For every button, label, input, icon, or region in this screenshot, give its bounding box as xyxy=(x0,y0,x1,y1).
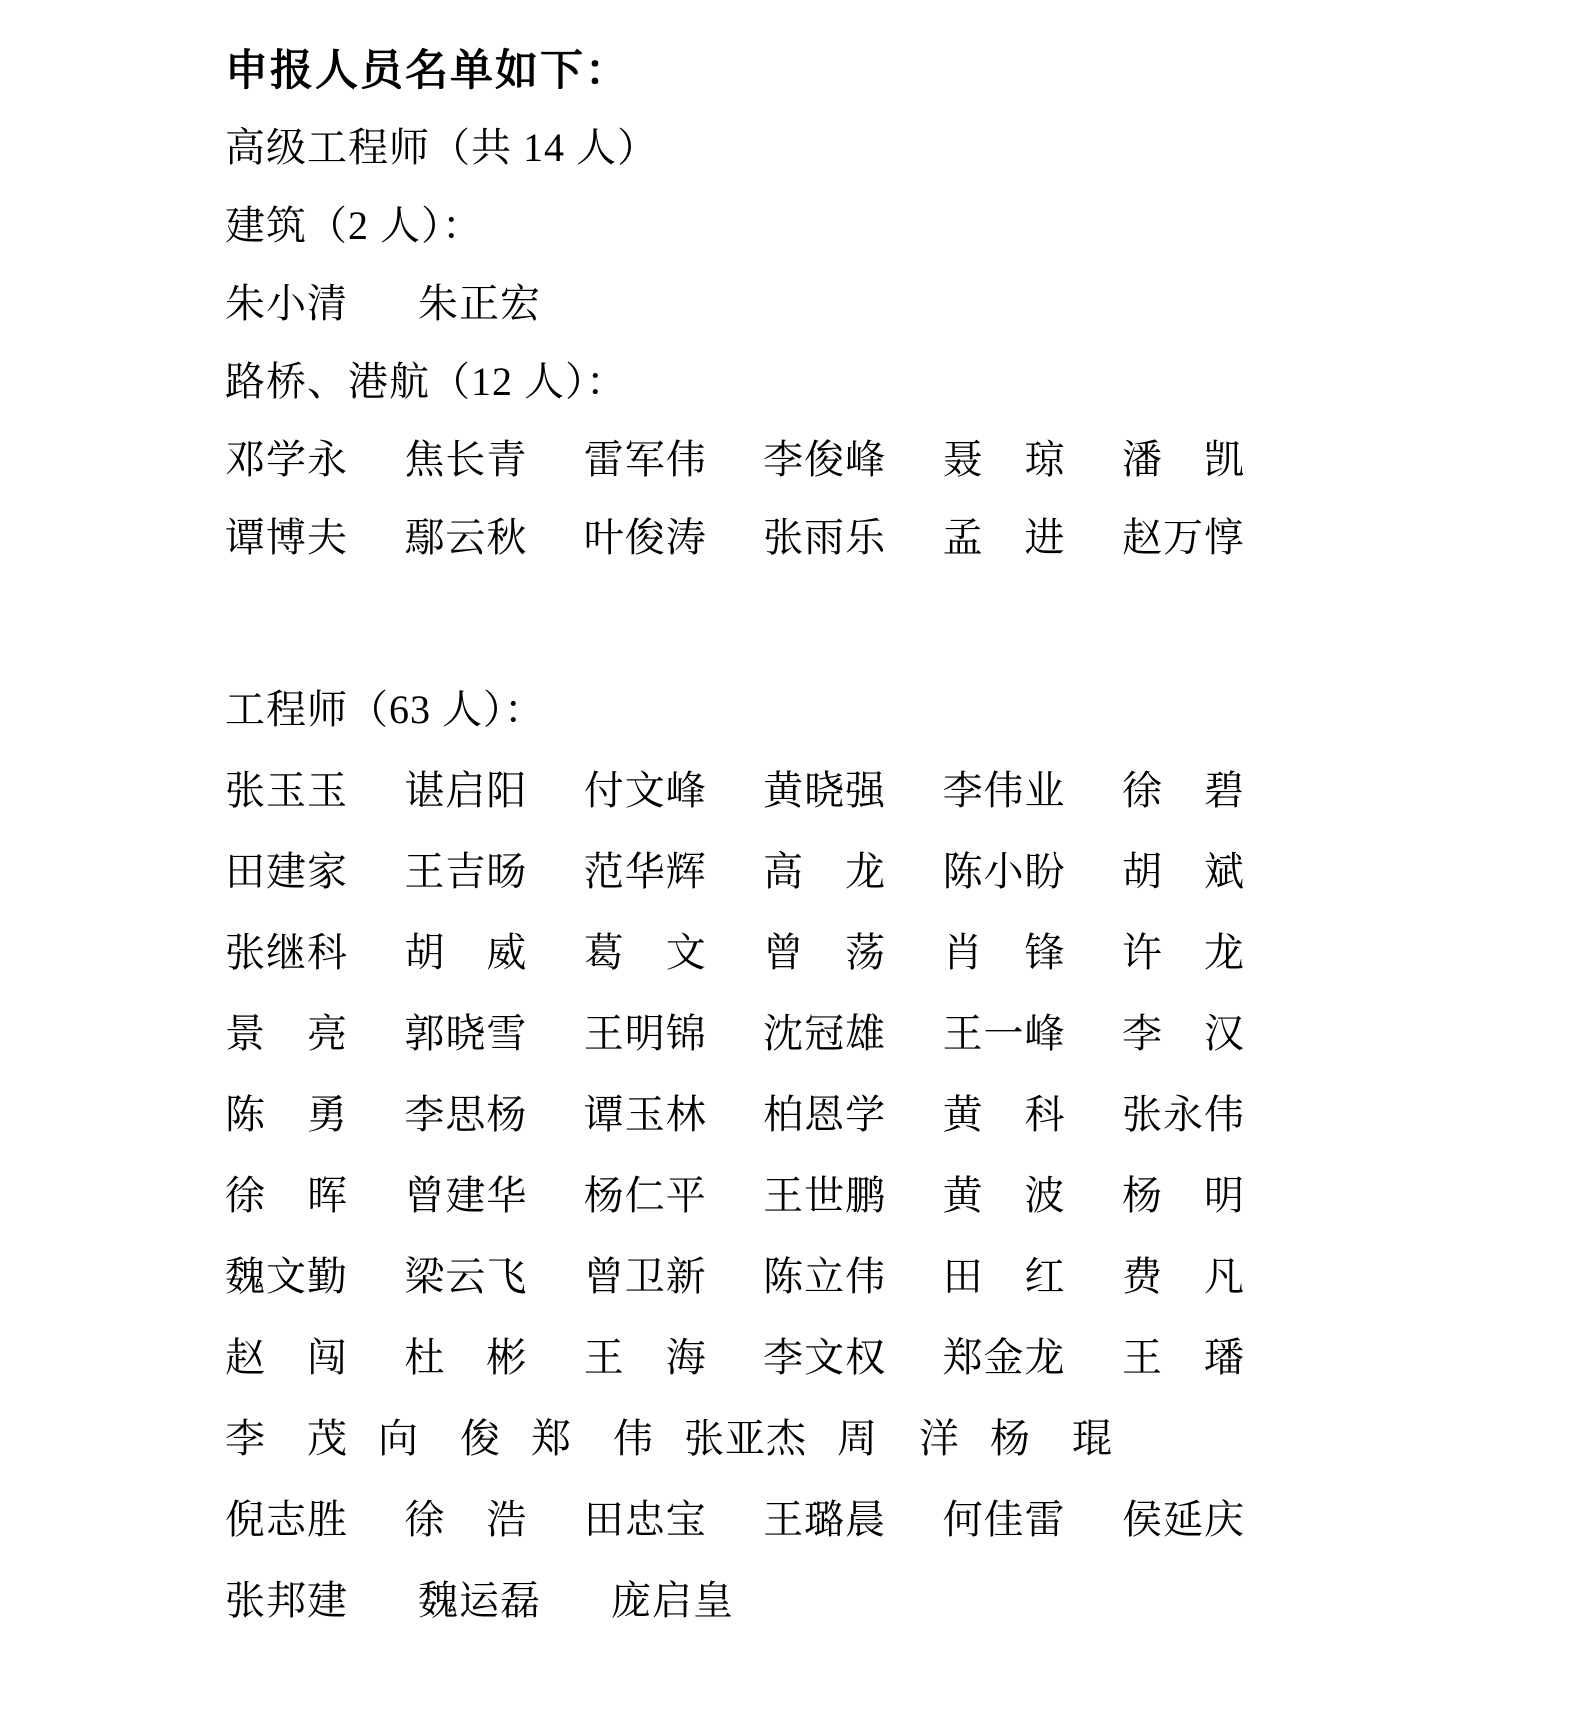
person-name: 张永伟 xyxy=(1121,1092,1245,1137)
person-name: 梁云飞 xyxy=(404,1254,528,1299)
person-name: 杨仁平 xyxy=(583,1173,707,1218)
name-row xyxy=(225,1011,1245,1056)
section-heading: 高级工程师（共 14 人） xyxy=(225,125,658,170)
person-name: 赵 闯 xyxy=(225,1335,348,1380)
person-name: 张雨乐 xyxy=(763,515,887,560)
person-name: 李伟业 xyxy=(942,768,1066,813)
person-name: 陈 勇 xyxy=(225,1092,348,1137)
name-row xyxy=(225,281,1587,326)
person-name: 赵万惇 xyxy=(1121,515,1245,560)
person-name: 李文权 xyxy=(763,1335,887,1380)
group-label: 路桥、港航（12 人）： xyxy=(225,359,627,404)
section-heading: 工程师（63 人）： xyxy=(225,687,545,732)
person-name: 徐 晖 xyxy=(225,1173,348,1218)
person-name: 沈冠雄 xyxy=(763,1011,887,1056)
person-name: 何佳雷 xyxy=(942,1497,1066,1542)
person-name: 李 茂 xyxy=(225,1416,348,1461)
name-row xyxy=(225,1173,1245,1218)
person-name: 张亚杰 xyxy=(684,1416,807,1461)
person-name: 杜 彬 xyxy=(404,1335,528,1380)
person-name: 王 海 xyxy=(583,1335,707,1380)
section xyxy=(225,125,1587,560)
person-name: 黄晓强 xyxy=(763,768,887,813)
person-name: 景 亮 xyxy=(225,1011,348,1056)
person-name: 王璐晨 xyxy=(763,1497,887,1542)
name-row xyxy=(225,849,1245,894)
person-name: 倪志胜 xyxy=(225,1497,348,1542)
person-name: 范华辉 xyxy=(583,849,707,894)
person-name: 郭晓雪 xyxy=(404,1011,528,1056)
person-name: 杨 明 xyxy=(1121,1173,1245,1218)
person-name: 田建家 xyxy=(225,849,348,894)
person-name: 肖 锋 xyxy=(942,930,1066,975)
name-row xyxy=(225,437,1245,482)
person-name: 王世鹏 xyxy=(763,1173,887,1218)
name-row xyxy=(225,930,1245,975)
person-name: 庞启皇 xyxy=(611,1578,734,1623)
name-row xyxy=(225,1578,1587,1623)
person-name: 葛 文 xyxy=(583,930,707,975)
name-row xyxy=(225,1254,1245,1299)
person-name: 张邦建 xyxy=(225,1578,348,1623)
person-name: 王吉旸 xyxy=(404,849,528,894)
person-name: 郑金龙 xyxy=(942,1335,1066,1380)
person-name: 谭玉林 xyxy=(583,1092,707,1137)
person-name: 柏恩学 xyxy=(763,1092,887,1137)
page-title: 申报人员名单如下： xyxy=(225,47,630,95)
person-name: 周 洋 xyxy=(837,1416,960,1461)
person-name: 潘 凯 xyxy=(1121,437,1245,482)
name-row xyxy=(225,1335,1245,1380)
person-name: 黄 科 xyxy=(942,1092,1066,1137)
person-name: 鄢云秋 xyxy=(404,515,528,560)
person-name: 许 龙 xyxy=(1121,930,1245,975)
person-name: 焦长青 xyxy=(404,437,528,482)
person-name: 魏文勤 xyxy=(225,1254,348,1299)
person-name: 侯延庆 xyxy=(1121,1497,1245,1542)
sections xyxy=(225,125,1587,1623)
person-name: 张继科 xyxy=(225,930,348,975)
person-name: 雷军伟 xyxy=(583,437,707,482)
person-name: 聂 琼 xyxy=(942,437,1066,482)
name-row xyxy=(225,1497,1245,1542)
person-name: 谭博夫 xyxy=(225,515,348,560)
person-name: 孟 进 xyxy=(942,515,1066,560)
person-name: 魏运磊 xyxy=(418,1578,541,1623)
person-name: 邓学永 xyxy=(225,437,348,482)
person-name: 张玉玉 xyxy=(225,768,348,813)
person-name: 陈立伟 xyxy=(763,1254,887,1299)
name-row xyxy=(225,1092,1245,1137)
person-name: 朱小清 xyxy=(225,281,348,326)
person-name: 黄 波 xyxy=(942,1173,1066,1218)
name-row xyxy=(225,768,1245,813)
person-name: 李思杨 xyxy=(404,1092,528,1137)
person-name: 徐 浩 xyxy=(404,1497,528,1542)
person-name: 郑 伟 xyxy=(531,1416,654,1461)
person-name: 高 龙 xyxy=(763,849,887,894)
person-name: 叶俊涛 xyxy=(583,515,707,560)
person-name: 李 汉 xyxy=(1121,1011,1245,1056)
section xyxy=(225,687,1587,1623)
person-name: 付文峰 xyxy=(583,768,707,813)
person-name: 向 俊 xyxy=(378,1416,501,1461)
person-name: 陈小盼 xyxy=(942,849,1066,894)
person-name: 田忠宝 xyxy=(583,1497,707,1542)
person-name: 胡 威 xyxy=(404,930,528,975)
person-name: 杨 琨 xyxy=(990,1416,1113,1461)
person-name: 曾建华 xyxy=(404,1173,528,1218)
person-name: 田 红 xyxy=(942,1254,1066,1299)
person-name: 谌启阳 xyxy=(404,768,528,813)
person-name: 王一峰 xyxy=(942,1011,1066,1056)
name-row xyxy=(225,1416,1113,1461)
person-name: 李俊峰 xyxy=(763,437,887,482)
person-name: 王明锦 xyxy=(583,1011,707,1056)
person-name: 徐 碧 xyxy=(1121,768,1245,813)
person-name: 曾卫新 xyxy=(583,1254,707,1299)
name-row xyxy=(225,515,1245,560)
person-name: 费 凡 xyxy=(1121,1254,1245,1299)
person-name: 胡 斌 xyxy=(1121,849,1245,894)
person-name: 王 璠 xyxy=(1121,1335,1245,1380)
person-name: 朱正宏 xyxy=(418,281,541,326)
person-name: 曾 荡 xyxy=(763,930,887,975)
group-label: 建筑（2 人）： xyxy=(225,203,483,248)
